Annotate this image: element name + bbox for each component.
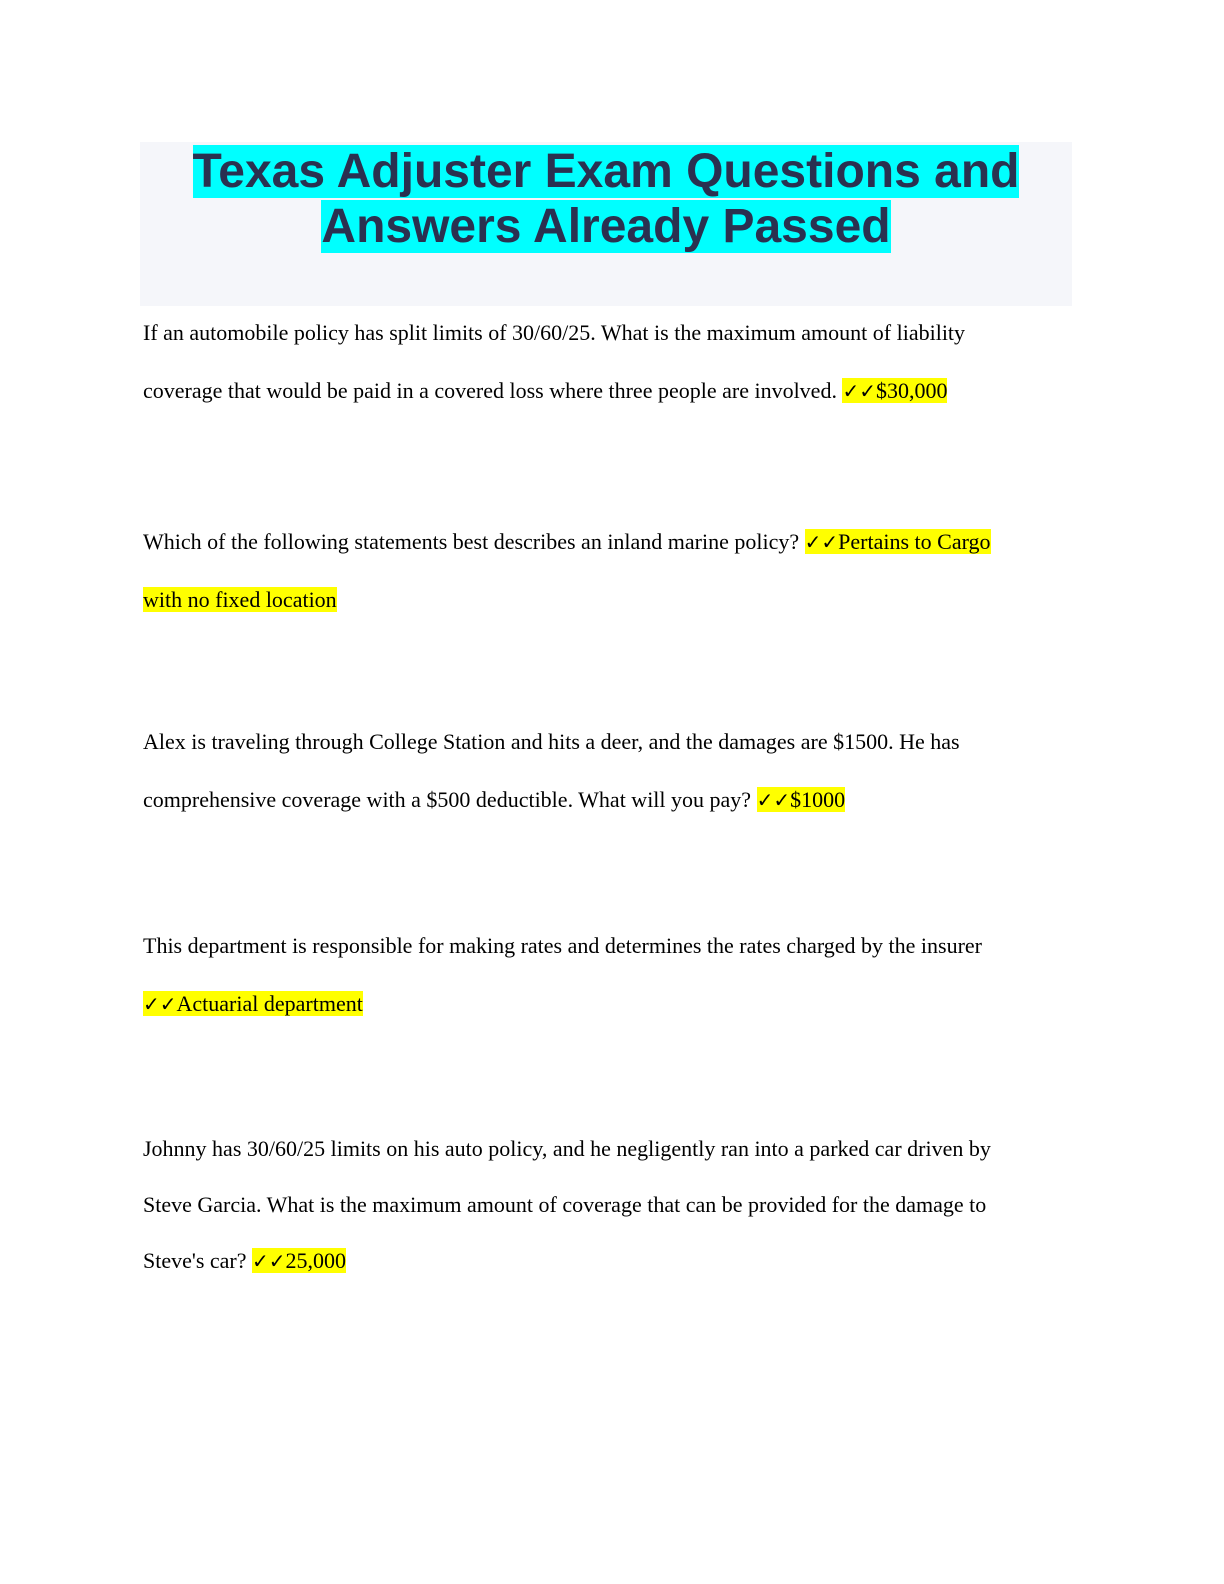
answer-highlight (143, 991, 363, 1016)
page-title (140, 142, 1072, 254)
question-line: Which of the following statements best describes an inland marine policy? (143, 529, 800, 554)
double-check-icon: ✓✓ (756, 788, 791, 812)
question-line: Steve Garcia. What is the maximum amount of coverage that can be provided for the damage to (143, 1192, 987, 1217)
answer-highlight (252, 1248, 346, 1273)
question-line: Alex is traveling through College Station and hits a deer, and the damages are $1500. He has (143, 729, 960, 754)
double-check-icon: ✓✓ (842, 379, 876, 403)
answer-text: $1000 (790, 787, 846, 812)
answer-highlight (842, 378, 947, 403)
qa-item-4 (143, 917, 1078, 1033)
question-line: comprehensive coverage with a $500 deductible. What will you pay? (143, 787, 752, 812)
double-check-icon: ✓✓ (252, 1249, 286, 1273)
answer-highlight (805, 529, 991, 554)
answer-text: 25,000 (285, 1248, 347, 1273)
question-line: Johnny has 30/60/25 limits on his auto policy, and he negligently ran into a parked car driven by (143, 1136, 991, 1161)
qa-item-2 (143, 513, 1078, 629)
title-highlight: Texas Adjuster Exam Questions and Answers Already Passed (192, 145, 1020, 253)
question-line: Steve's car? (143, 1248, 247, 1273)
answer-text: Actuarial department (176, 991, 363, 1016)
answer-highlight (757, 787, 846, 812)
title-block (140, 142, 1072, 306)
double-check-icon: ✓✓ (143, 992, 177, 1016)
answer-text: with no fixed location (143, 587, 337, 612)
question-line: coverage that would be paid in a covered loss where three people are involved. (143, 378, 837, 403)
question-line: If an automobile policy has split limits of 30/60/25. What is the maximum amount of liability (143, 320, 966, 345)
answer-text: Pertains to Cargo (838, 529, 991, 554)
question-line: This department is responsible for making rates and determines the rates charged by the insurer (143, 933, 982, 958)
double-check-icon: ✓✓ (804, 530, 839, 554)
qa-item-1 (143, 304, 1078, 420)
answer-text: $30,000 (875, 378, 948, 403)
answer-highlight (143, 587, 337, 612)
qa-item-5 (143, 1121, 1078, 1289)
qa-item-3 (143, 713, 1078, 829)
